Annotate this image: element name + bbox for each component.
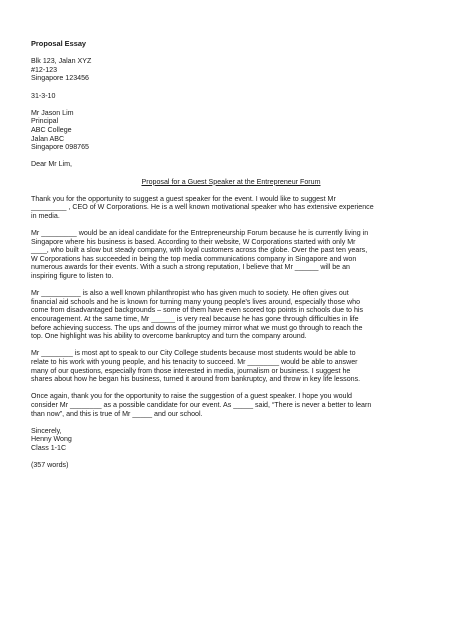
sender-address-line: #12-123 [31,65,58,74]
letter-date: 31-3-10 [31,91,56,100]
paragraph-line: Mr ________ is most apt to speak to our City College students because most students would be able to [31,349,356,358]
recipient-address-line: Jalan ABC [31,134,65,143]
sender-address-line: Blk 123, Jalan XYZ [31,57,92,66]
body-paragraph [31,392,431,418]
paragraph-line: Singapore where his business is based. According to their website, W Corporations started with only Mr [31,237,356,246]
body-paragraph [31,289,431,341]
recipient-address [31,109,431,152]
paragraph-line: top. One highlight was his ability to overcome bankruptcy and turn the company around. [31,332,307,341]
paragraph-line: _________ , CEO of W Corporations. He is a well known motivational speaker who has extensive experience [31,203,374,212]
word-count: (357 words) [31,461,69,470]
paragraph-line: Mr __________ is also a well known philanthropist who has given much to society. He often gives out [31,289,349,298]
paragraph-line: in media. [31,211,60,220]
paragraph-line: than now”, and this is true of Mr _____ and our school. [31,409,203,418]
paragraph-line: before achieving success. The ups and downs of the journey mirror what we must go through to reach the [31,323,363,332]
paragraph-line: W Corporations has succeeded in being the top media communications company in Singapore and won [31,254,357,263]
body-paragraph [31,349,431,383]
closing-block [31,427,431,453]
paragraph-line: shares about how he began his business, turned it around from bankruptcy, and throw in key life lessons. [31,375,361,384]
closing-line: Sincerely, [31,426,62,435]
paragraph-line: ____, who built a slow but steady company, with loyal customers across the globe. Over the past ten years, [31,246,368,255]
paragraph-line: many of our questions, especially from those interested in media, journalism or business. I suggest he [31,366,351,375]
recipient-address-line: Principal [31,117,59,126]
paragraph-line: encouragement. At the same time, Mr ______ is very real because he has gone through difficulties in life [31,315,359,323]
paragraph-line: consider Mr ________ as a possible candidate for our event. As _____ said, “There is never a better to learn [31,400,372,409]
paragraph-line: numerous awards for their events. With a such a strong reputation, I believe that Mr ______ will be an [31,263,350,272]
paragraph-line: come from disadvantaged backgrounds – some of them have even scored top points in schools due to his [31,306,364,315]
recipient-address-line: Mr Jason Lim [31,108,74,117]
paragraph-line: Once again, thank you for the opportunity to raise the suggestion of a guest speaker. I hope you would [31,392,353,401]
document-page [31,40,431,478]
paragraph-line: Thank you for the opportunity to suggest a guest speaker for the event. I would like to suggest Mr [31,194,336,203]
salutation: Dear Mr Lim, [31,160,72,169]
paragraph-line: relate to his work with young people, and his tenacity to succeed. Mr ________ would be able to answer [31,357,358,366]
signature-name: Henny Wong [31,435,72,444]
paragraph-line: Mr _________ would be an ideal candidate for the Entrepreneurship Forum because he is currently living in [31,229,369,238]
document-title: Proposal Essay [31,39,87,48]
subject-line: Proposal for a Guest Speaker at the Entrepreneur Forum [141,177,321,186]
body-paragraph [31,229,431,281]
paragraph-line: financial aid schools and he is known for turning many young people's lives around, especially those who [31,297,361,306]
class-name: Class 1-1C [31,443,67,452]
recipient-address-line: Singapore 098765 [31,143,89,152]
sender-address [31,57,431,83]
paragraph-line: inspiring figure to listen to. [31,272,114,281]
sender-address-line: Singapore 123456 [31,74,89,83]
recipient-address-line: ABC College [31,125,72,134]
body-paragraph [31,195,431,221]
